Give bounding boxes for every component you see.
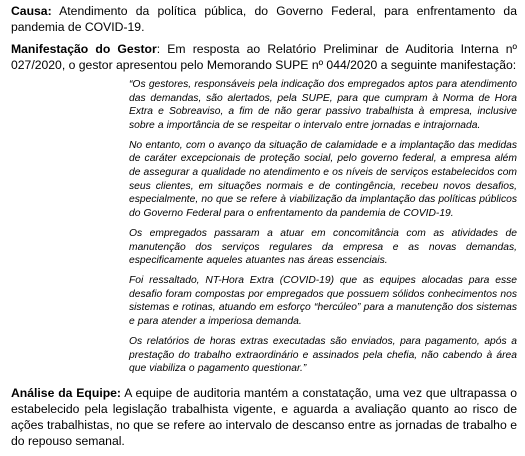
manifestacao-paragraph — [11, 41, 517, 73]
quote-paragraph-5: Os relatórios de horas extras executadas são enviados, para pagamento, após a prestação do trabalho extraordinário e assinados pela chefia, não cabendo à área que viabiliza o pagamento questionar.” — [129, 336, 517, 375]
manifestacao-label: Manifestação do Gestor — [11, 42, 157, 56]
causa-text: Atendimento da política pública, do Governo Federal, para enfrentamento da pandemia de COVID-19. — [11, 4, 517, 34]
quote-paragraph-4: Foi ressaltado, NT-Hora Extra (COVID-19) que as equipes alocadas para esse desafio foram compostas por empregados que possuem sólidos conhecimentos nos sistemas e rotinas, atuando em esforço “hercúleo” para a manutenção dos sistemas e para atender a imperiosa demanda. — [129, 275, 517, 327]
gestor-quote-block — [129, 78, 517, 376]
analise-paragraph — [11, 385, 517, 449]
causa-paragraph — [11, 3, 517, 35]
analise-label: Análise da Equipe: — [11, 385, 121, 400]
quote-paragraph-2: No entanto, com o avanço da situação de calamidade e a implantação das medidas de caráter excepcionais de proteção social, pelo governo federal, a empresa além de assegurar a qualidade no atendimento e os níveis de serviços estabelecidos com seus clientes, em situações normais e de contingência, recebeu novos desafios, especialmente, no que se refere à viabilização da implantação das políticas públicos do Governo Federal para o enfrentamento da pandemia de COVID-19. — [129, 139, 517, 219]
analise-text: A equipe de auditoria mantém a constatação, uma vez que ultrapassa o estabelecido pela legislação trabalhista vigente, e aguarda a avaliação quanto ao risco de ações trabalhistas, no que se refere ao intervalo de descanso entre as jornadas de trabalho e do repouso semanal. — [11, 385, 517, 448]
quote-paragraph-3: Os empregados passaram a atuar em concomitância com as atividades de manutenção dos serviços regulares da empresa e as novas demandas, especificamente aqueles atuantes nas áreas essenciais. — [129, 227, 517, 267]
causa-label: Causa: — [11, 4, 52, 18]
quote-paragraph-1: “Os gestores, responsáveis pela indicação dos empregados aptos para atendimento das demandas, são alertados, pela SUPE, para que cumpram à Norma de Hora Extra e Sobreaviso, a fim de não gerar passivo trabalhista à empresa, inclusive sobre a importância de se respeitar o intervalo entre jornadas e intrajornada. — [129, 79, 517, 131]
manifestacao-text: : Em resposta ao Relatório Preliminar de Auditoria Interna nº 027/2020, o gestor apresentou pelo Memorando SUPE nº 044/2020 a seguinte manifestação: — [11, 42, 517, 72]
